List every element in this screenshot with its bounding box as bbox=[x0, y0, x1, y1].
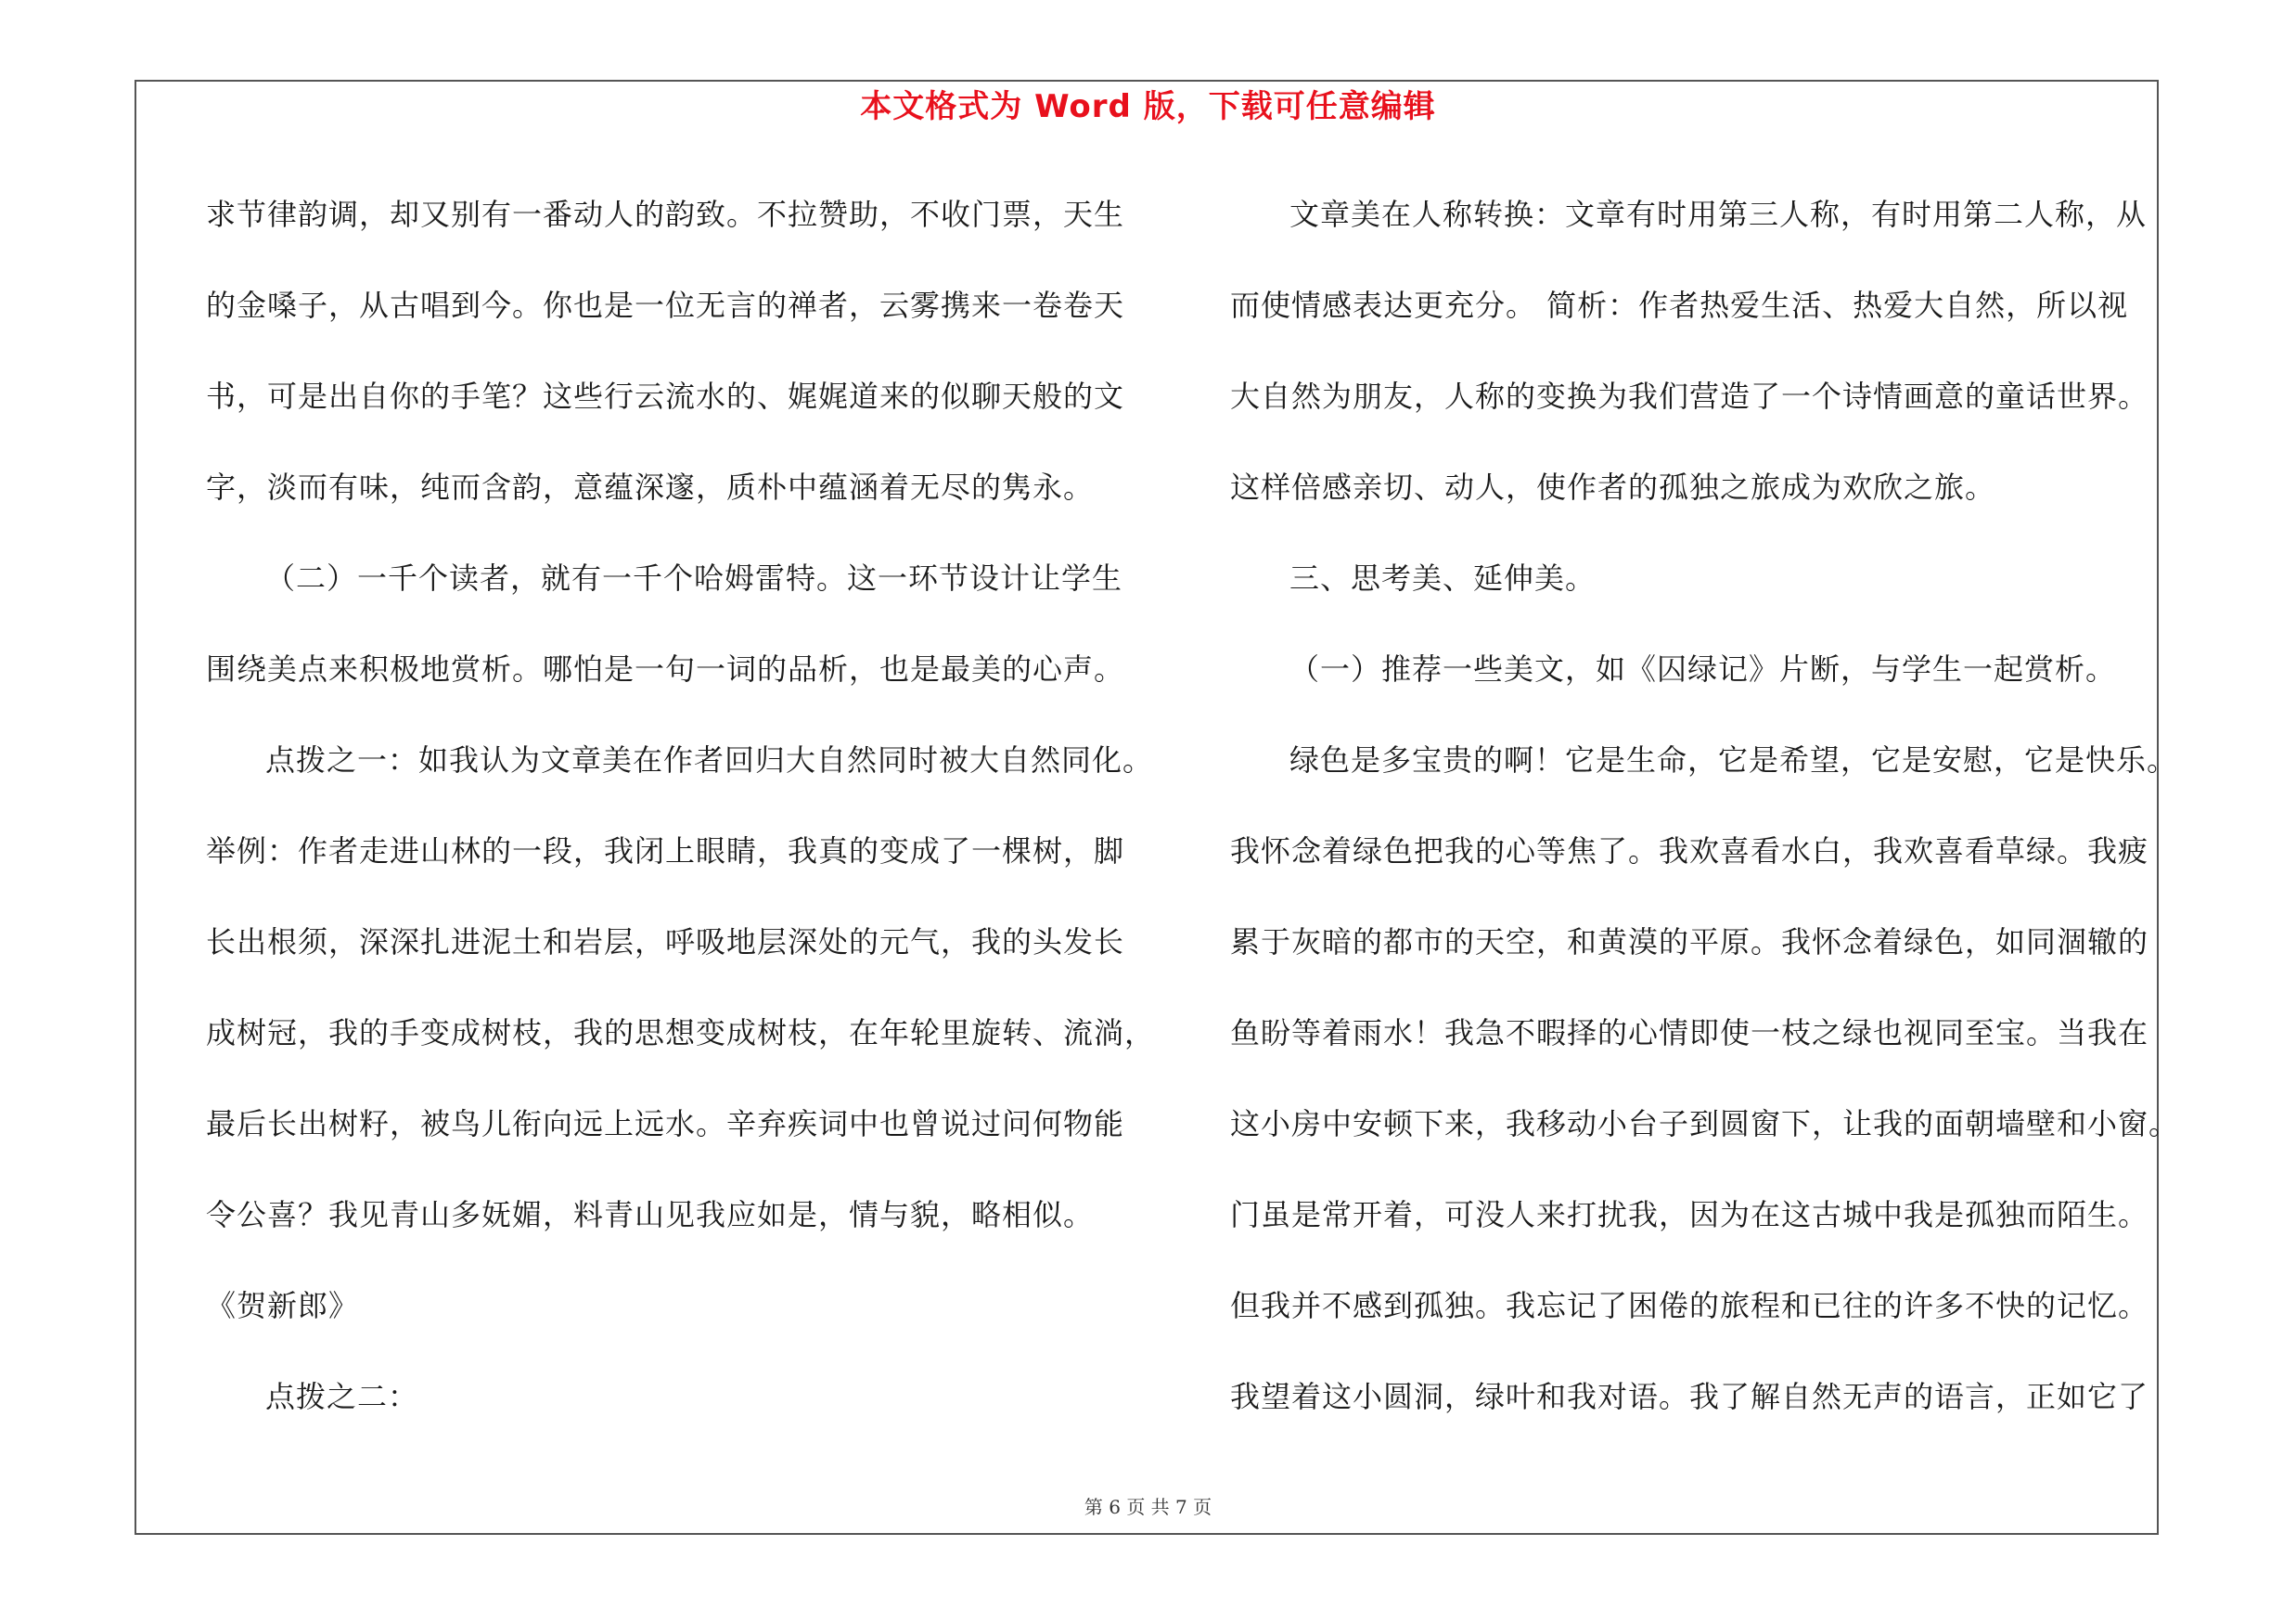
text-line: 这小房中安顿下来，我移动小台子到圆窗下，让我的面朝墙壁和小窗。 bbox=[1230, 1106, 2180, 1141]
text-line: 文章美在人称转换：文章有时用第三人称，有时用第二人称，从 bbox=[1289, 197, 2148, 232]
text-line: 点拨之二： bbox=[265, 1379, 419, 1414]
text-line: 而使情感表达更充分。 简析：作者热爱生活、热爱大自然，所以视 bbox=[1230, 288, 2129, 323]
text-line: 我怀念着绿色把我的心等焦了。我欢喜看水白，我欢喜看草绿。我疲 bbox=[1230, 833, 2149, 869]
text-line: 大自然为朋友，人称的变换为我们营造了一个诗情画意的童话世界。 bbox=[1230, 379, 2149, 414]
text-line: 绿色是多宝贵的啊！它是生命，它是希望，它是安慰，它是快乐。 bbox=[1289, 742, 2178, 778]
text-line: 成树冠，我的手变成树枝，我的思想变成树枝，在年轮里旋转、流淌， bbox=[206, 1015, 1156, 1050]
left-text-column bbox=[206, 182, 1156, 1455]
text-line: 最后长出树籽，被鸟儿衔向远上远水。辛弃疾词中也曾说过问何物能 bbox=[206, 1106, 1125, 1141]
text-line: 门虽是常开着，可没人来打扰我，因为在这古城中我是孤独而陌生。 bbox=[1230, 1197, 2149, 1232]
text-line: 累于灰暗的都市的天空，和黄漠的平原。我怀念着绿色，如同涸辙的 bbox=[1230, 924, 2149, 960]
text-line: 围绕美点来积极地赏析。哪怕是一句一词的品析，也是最美的心声。 bbox=[206, 651, 1125, 687]
text-line: 鱼盼等着雨水！我急不暇择的心情即使一枝之绿也视同至宝。当我在 bbox=[1230, 1015, 2149, 1050]
text-line: 三、思考美、延伸美。 bbox=[1289, 560, 1597, 596]
text-line: 令公喜？我见青山多妩媚，料青山见我应如是，情与貌，略相似。 bbox=[206, 1197, 1095, 1232]
text-line: 《贺新郎》 bbox=[206, 1288, 360, 1323]
text-line: 长出根须，深深扎进泥土和岩层，呼吸地层深处的元气，我的头发长 bbox=[206, 924, 1125, 960]
text-line: 举例：作者走进山林的一段，我闭上眼睛，我真的变成了一棵树，脚 bbox=[206, 833, 1125, 869]
page-number: 第 6 页 共 7 页 bbox=[1084, 1496, 1212, 1518]
text-line: 这样倍感亲切、动人，使作者的孤独之旅成为欢欣之旅。 bbox=[1230, 470, 1996, 505]
right-text-column bbox=[1230, 182, 2180, 1455]
text-line: 字，淡而有味，纯而含韵，意蕴深邃，质朴中蕴涵着无尽的隽永。 bbox=[206, 470, 1095, 505]
text-line: 求节律韵调，却又别有一番动人的韵致。不拉赞助，不收门票，天生 bbox=[206, 197, 1125, 232]
text-line: 书，可是出自你的手笔？这些行云流水的、娓娓道来的似聊天般的文 bbox=[206, 379, 1125, 414]
text-line: 我望着这小圆洞，绿叶和我对语。我了解自然无声的语言，正如它了 bbox=[1230, 1379, 2149, 1414]
header-banner: 本文格式为 Word 版，下载可任意编辑 bbox=[860, 88, 1436, 125]
text-line: 的金嗓子，从古唱到今。你也是一位无言的禅者，云雾携来一卷卷天 bbox=[206, 288, 1125, 323]
text-line: （一）推荐一些美文，如《囚绿记》片断，与学生一起赏析。 bbox=[1289, 651, 2117, 687]
text-line: （二）一千个读者，就有一千个哈姆雷特。这一环节设计让学生 bbox=[265, 560, 1123, 596]
text-line: 点拨之一：如我认为文章美在作者回归大自然同时被大自然同化。 bbox=[265, 742, 1154, 778]
text-line: 但我并不感到孤独。我忘记了困倦的旅程和已往的许多不快的记忆。 bbox=[1230, 1288, 2149, 1323]
